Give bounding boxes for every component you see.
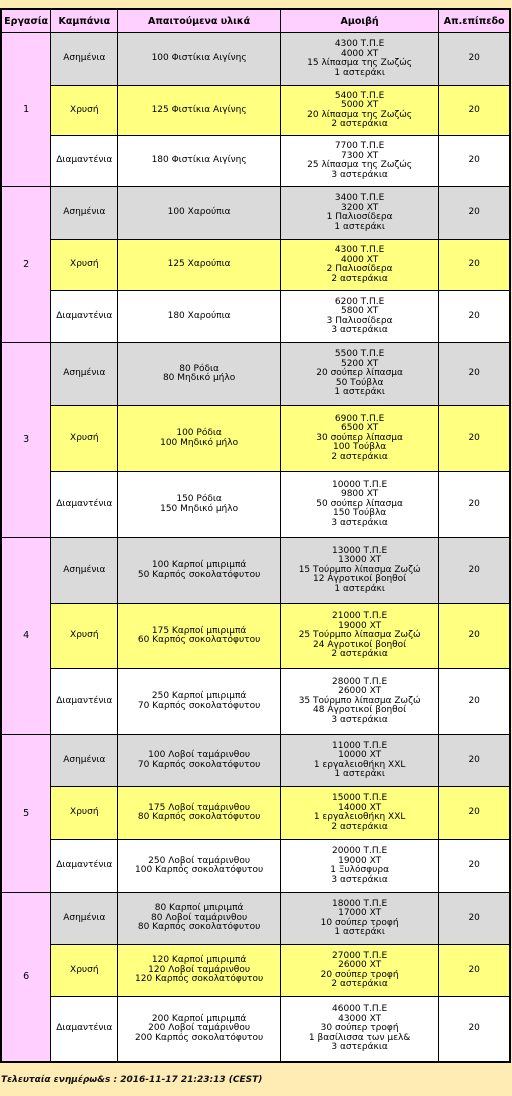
material-line: 200 Καρποί μπιριμπά bbox=[151, 1013, 247, 1024]
table-row bbox=[1, 893, 510, 945]
reward-line: 3 αστεράκια bbox=[331, 517, 388, 528]
reward-line: 13000 Τ.Π.Ε bbox=[332, 545, 388, 556]
reward-line: 9800 XT bbox=[340, 489, 379, 500]
material-line: 120 Λοβοί ταμάρινθου bbox=[148, 964, 251, 975]
reward-line: 15000 Τ.Π.Ε bbox=[332, 793, 388, 803]
level-cell: 20 bbox=[439, 604, 510, 669]
level-cell: 20 bbox=[439, 840, 510, 893]
reward-line: 4000 XT bbox=[340, 48, 379, 59]
reward-line: 5000 XT bbox=[340, 100, 379, 110]
table-row bbox=[1, 538, 510, 604]
materials-cell bbox=[118, 86, 281, 136]
table-row bbox=[1, 787, 510, 840]
level-cell: 20 bbox=[439, 735, 510, 787]
reward-line: 1 αστεράκι bbox=[334, 67, 385, 78]
reward-line: 1 αστεράκι bbox=[334, 769, 385, 779]
materials-cell bbox=[118, 406, 281, 472]
reward-line: 3 αστεράκια bbox=[331, 169, 388, 180]
reward-line: 18000 Τ.Π.Ε bbox=[332, 898, 388, 909]
material-line: 80 Μηδικό μήλο bbox=[162, 373, 236, 383]
level-cell: 20 bbox=[439, 240, 510, 291]
table-row bbox=[1, 240, 510, 291]
reward-line: 28000 Τ.Π.Ε bbox=[332, 676, 388, 687]
reward-cell bbox=[280, 86, 438, 136]
reward-line: 24 Αγροτικοί βοηθοί bbox=[313, 639, 407, 650]
materials-cell bbox=[118, 787, 281, 840]
reward-cell bbox=[280, 669, 438, 735]
reward-cell bbox=[280, 343, 438, 406]
material-line: 100 Καρπός σοκολατόφυτου bbox=[135, 865, 264, 875]
reward-line: 13000 XT bbox=[338, 555, 382, 566]
reward-line: 4300 Τ.Π.Ε bbox=[334, 245, 385, 255]
materials-cell bbox=[118, 604, 281, 669]
reward-line: 1 αστεράκι bbox=[334, 583, 385, 594]
reward-cell bbox=[280, 735, 438, 787]
reward-line: 21000 Τ.Π.Ε bbox=[332, 611, 388, 622]
reward-line: 2 αστεράκια bbox=[331, 649, 388, 660]
reward-line: 30 σούπερ λίπασμα bbox=[316, 432, 403, 443]
level-cell: 20 bbox=[439, 406, 510, 472]
table-row bbox=[1, 945, 510, 997]
campaign-cell: Χρυσή bbox=[51, 604, 118, 669]
materials-cell bbox=[118, 33, 281, 86]
reward-cell bbox=[280, 997, 438, 1062]
task-number: 5 bbox=[1, 735, 51, 893]
campaign-cell: Ασημένια bbox=[51, 343, 118, 406]
table-body bbox=[1, 33, 510, 1062]
reward-line: 12 Αγροτικοί βοηθοί bbox=[313, 574, 407, 585]
table-row bbox=[1, 406, 510, 472]
material-line: 70 Καρπός σοκολατόφυτου bbox=[137, 759, 261, 770]
reward-line: 19000 XT bbox=[338, 620, 382, 631]
material-line: 120 Καρποί μπιριμπά bbox=[151, 955, 247, 966]
reward-line: 26000 XT bbox=[338, 960, 382, 970]
reward-line: 15 λίπασμα της Ζωζώς bbox=[307, 58, 413, 68]
table-row bbox=[1, 604, 510, 669]
materials-cell bbox=[118, 240, 281, 291]
reward-line: 2 αστεράκια bbox=[331, 273, 388, 284]
materials-cell bbox=[118, 997, 281, 1062]
reward-line: 19000 XT bbox=[338, 855, 382, 866]
level-cell: 20 bbox=[439, 86, 510, 136]
reward-line: 27000 Τ.Π.Ε bbox=[332, 950, 388, 961]
material-line: 150 Ρόδια bbox=[176, 494, 222, 504]
material-line: 100 Λοβοί ταμάρινθου bbox=[148, 750, 251, 760]
reward-line: 25 Τούρμπο λίπασμα Ζωζώ bbox=[298, 630, 421, 641]
reward-cell bbox=[280, 33, 438, 86]
material-line: 120 Καρπός σοκολατόφυτου bbox=[135, 974, 264, 985]
material-line: 250 Λοβοί ταμάρινθου bbox=[148, 855, 251, 866]
material-line: 180 Φιστίκια Αιγίνης bbox=[151, 155, 247, 166]
material-line: 100 Φιστίκια Αιγίνης bbox=[151, 53, 247, 64]
reward-line: 15 Τούρμπο λίπασμα Ζωζώ bbox=[298, 564, 421, 575]
campaign-cell: Διαμαντένια bbox=[51, 291, 118, 343]
reward-line: 3 αστεράκια bbox=[331, 714, 388, 725]
materials-cell bbox=[118, 291, 281, 343]
campaign-cell: Χρυσή bbox=[51, 787, 118, 840]
reward-line: 7300 XT bbox=[340, 150, 379, 161]
materials-cell bbox=[118, 945, 281, 997]
table-row bbox=[1, 86, 510, 136]
table-row bbox=[1, 343, 510, 406]
reward-cell bbox=[280, 406, 438, 472]
reward-cell bbox=[280, 604, 438, 669]
reward-line: 3 αστεράκια bbox=[331, 325, 388, 335]
material-line: 175 Λοβοί ταμάρινθου bbox=[148, 802, 251, 813]
level-cell: 20 bbox=[439, 343, 510, 406]
campaign-cell: Ασημένια bbox=[51, 187, 118, 240]
reward-line: 43000 XT bbox=[338, 1013, 382, 1024]
campaign-cell: Ασημένια bbox=[51, 33, 118, 86]
material-line: 125 Φιστίκια Αιγίνης bbox=[151, 104, 247, 115]
materials-cell bbox=[118, 343, 281, 406]
material-line: 100 Ρόδια bbox=[176, 428, 222, 438]
reward-cell bbox=[280, 187, 438, 240]
reward-line: 1 Παλιοσίδερα bbox=[326, 212, 393, 222]
material-line: 70 Καρπός σοκολατόφυτου bbox=[137, 700, 261, 711]
reward-line: 10 σούπερ τροφή bbox=[320, 917, 399, 928]
materials-cell bbox=[118, 840, 281, 893]
task-number: 2 bbox=[1, 187, 51, 343]
material-line: 100 Χαρούπια bbox=[167, 207, 231, 218]
reward-line: 20 λίπασμα της Ζωζώς bbox=[307, 109, 413, 120]
materials-cell bbox=[118, 187, 281, 240]
materials-cell bbox=[118, 893, 281, 945]
table-row bbox=[1, 669, 510, 735]
table-row bbox=[1, 33, 510, 86]
reward-cell bbox=[280, 136, 438, 187]
material-line: 50 Καρπός σοκολατόφυτου bbox=[137, 569, 261, 580]
campaign-cell: Χρυσή bbox=[51, 945, 118, 997]
materials-cell bbox=[118, 669, 281, 735]
campaign-cell: Διαμαντένια bbox=[51, 669, 118, 735]
material-line: 200 Καρπός σοκολατόφυτου bbox=[135, 1032, 264, 1043]
campaign-cell: Χρυσή bbox=[51, 406, 118, 472]
reward-line: 5200 XT bbox=[340, 358, 379, 369]
reward-line: 20000 Τ.Π.Ε bbox=[332, 846, 388, 856]
campaign-cell: Χρυσή bbox=[51, 86, 118, 136]
table-row bbox=[1, 840, 510, 893]
campaign-cell: Ασημένια bbox=[51, 538, 118, 604]
reward-line: 48 Αγροτικοί βοηθοί bbox=[313, 705, 407, 716]
material-line: 200 Λοβοί ταμάρινθου bbox=[148, 1023, 251, 1033]
campaign-cell: Χρυσή bbox=[51, 240, 118, 291]
material-line: 80 Καρποί μπιριμπά bbox=[154, 903, 244, 914]
reward-line: 17000 XT bbox=[338, 908, 382, 918]
level-cell: 20 bbox=[439, 538, 510, 604]
level-cell: 20 bbox=[439, 893, 510, 945]
reward-line: 100 Τούβλα bbox=[332, 442, 387, 453]
reward-line: 46000 Τ.Π.Ε bbox=[332, 1004, 388, 1014]
reward-line: 30 σούπερ τροφή bbox=[320, 1023, 399, 1033]
material-line: 80 Λοβοί ταμάρινθου bbox=[151, 912, 248, 923]
material-line: 175 Καρποί μπιριμπά bbox=[151, 625, 247, 636]
level-cell: 20 bbox=[439, 472, 510, 538]
reward-line: 2 Παλιοσίδερα bbox=[326, 264, 393, 274]
level-cell: 20 bbox=[439, 136, 510, 187]
header-level: Απ.επίπεδο bbox=[439, 9, 510, 33]
reward-line: 1 βασίλισσα των μελ& bbox=[308, 1032, 411, 1043]
reward-line: 4000 XT bbox=[340, 254, 379, 265]
reward-cell bbox=[280, 240, 438, 291]
level-cell: 20 bbox=[439, 291, 510, 343]
reward-line: 150 Τούβλα bbox=[332, 508, 387, 519]
header-reward: Αμοιβή bbox=[280, 9, 438, 33]
campaign-cell: Διαμαντένια bbox=[51, 997, 118, 1062]
reward-line: 1 αστεράκι bbox=[334, 387, 385, 398]
material-line: 180 Χαρούπια bbox=[167, 310, 231, 321]
level-cell: 20 bbox=[439, 187, 510, 240]
reward-line: 26000 XT bbox=[338, 686, 382, 697]
header-row bbox=[1, 9, 510, 33]
campaign-cell: Διαμαντένια bbox=[51, 472, 118, 538]
reward-line: 2 αστεράκια bbox=[331, 119, 388, 129]
material-line: 250 Καρποί μπιριμπά bbox=[151, 691, 247, 701]
table-row bbox=[1, 997, 510, 1062]
materials-cell bbox=[118, 735, 281, 787]
header-campaign: Καμπάνια bbox=[51, 9, 118, 33]
table-row bbox=[1, 735, 510, 787]
campaign-cell: Ασημένια bbox=[51, 893, 118, 945]
header-materials: Απαιτούμενα υλικά bbox=[118, 9, 281, 33]
reward-line: 6500 XT bbox=[340, 423, 379, 434]
reward-line: 11000 Τ.Π.Ε bbox=[332, 740, 388, 751]
reward-line: 6200 Τ.Π.Ε bbox=[334, 296, 385, 307]
level-cell: 20 bbox=[439, 945, 510, 997]
reward-cell bbox=[280, 291, 438, 343]
reward-line: 1 αστεράκι bbox=[334, 927, 385, 937]
last-updated: Τελευταία ενημέρω&s : 2016-11-17 21:23:13 (CEST) bbox=[1, 1075, 263, 1085]
material-line: 60 Καρπός σοκολατόφυτου bbox=[137, 635, 261, 645]
level-cell: 20 bbox=[439, 33, 510, 86]
reward-line: 3 αστεράκια bbox=[331, 874, 388, 885]
task-number: 4 bbox=[1, 538, 51, 735]
material-line: 100 Καρποί μπιριμπά bbox=[151, 560, 247, 570]
materials-cell bbox=[118, 472, 281, 538]
reward-line: 3 Παλιοσίδερα bbox=[326, 315, 393, 326]
reward-cell bbox=[280, 787, 438, 840]
table-row bbox=[1, 187, 510, 240]
task-number: 1 bbox=[1, 33, 51, 187]
material-line: 100 Μηδικό μήλο bbox=[160, 437, 239, 448]
reward-cell bbox=[280, 840, 438, 893]
header-task: Εργασία bbox=[1, 9, 51, 33]
reward-line: 6900 Τ.Π.Ε bbox=[334, 413, 385, 424]
rewards-table bbox=[0, 8, 511, 1063]
materials-cell bbox=[118, 136, 281, 187]
material-line: 80 Καρπός σοκολατόφυτου bbox=[137, 812, 261, 822]
reward-line: 2 αστεράκια bbox=[331, 821, 388, 832]
reward-line: 20 σούπερ τροφή bbox=[320, 969, 399, 980]
reward-line: 2 αστεράκια bbox=[331, 451, 388, 462]
table-row bbox=[1, 291, 510, 343]
campaign-cell: Διαμαντένια bbox=[51, 136, 118, 187]
reward-line: 20 σούπερ λίπασμα bbox=[316, 368, 403, 379]
task-number: 3 bbox=[1, 343, 51, 538]
reward-line: 14000 XT bbox=[338, 802, 382, 813]
task-number: 6 bbox=[1, 893, 51, 1062]
reward-cell bbox=[280, 893, 438, 945]
reward-line: 4300 Τ.Π.Ε bbox=[334, 39, 385, 49]
reward-line: 1 αστεράκι bbox=[334, 221, 385, 232]
table-row bbox=[1, 472, 510, 538]
material-line: 80 Ρόδια bbox=[179, 363, 219, 374]
reward-line: 3400 Τ.Π.Ε bbox=[334, 193, 385, 203]
reward-line: 5500 Τ.Π.Ε bbox=[334, 349, 385, 360]
campaign-cell: Ασημένια bbox=[51, 735, 118, 787]
reward-cell bbox=[280, 472, 438, 538]
reward-cell bbox=[280, 538, 438, 604]
reward-line: 1 εργαλειοθήκη XXL bbox=[313, 812, 406, 822]
reward-line: 7700 Τ.Π.Ε bbox=[334, 141, 385, 151]
reward-line: 3200 XT bbox=[340, 202, 379, 213]
reward-line: 3 αστεράκια bbox=[331, 1042, 388, 1052]
level-cell: 20 bbox=[439, 787, 510, 840]
reward-line: 25 λίπασμα της Ζωζώς bbox=[307, 160, 413, 170]
campaign-cell: Διαμαντένια bbox=[51, 840, 118, 893]
material-line: 125 Χαρούπια bbox=[167, 259, 231, 270]
level-cell: 20 bbox=[439, 997, 510, 1062]
reward-cell bbox=[280, 945, 438, 997]
reward-line: 5800 XT bbox=[340, 306, 379, 316]
reward-line: 1 εργαλειοθήκη XXL bbox=[313, 759, 406, 770]
reward-line: 50 Τούβλα bbox=[335, 377, 384, 388]
table-row bbox=[1, 136, 510, 187]
material-line: 150 Μηδικό μήλο bbox=[160, 503, 239, 514]
reward-line: 1 Ξυλόσφυρα bbox=[330, 865, 390, 875]
level-cell: 20 bbox=[439, 669, 510, 735]
reward-line: 5400 Τ.Π.Ε bbox=[334, 90, 385, 101]
reward-line: 2 αστεράκια bbox=[331, 979, 388, 989]
reward-line: 10000 XT bbox=[338, 750, 382, 760]
reward-line: 50 σούπερ λίπασμα bbox=[316, 498, 403, 509]
reward-line: 10000 Τ.Π.Ε bbox=[332, 479, 388, 490]
materials-cell bbox=[118, 538, 281, 604]
reward-line: 35 Τούρμπο λίπασμα Ζωζώ bbox=[298, 695, 421, 706]
material-line: 80 Καρπός σοκολατόφυτου bbox=[137, 922, 261, 933]
